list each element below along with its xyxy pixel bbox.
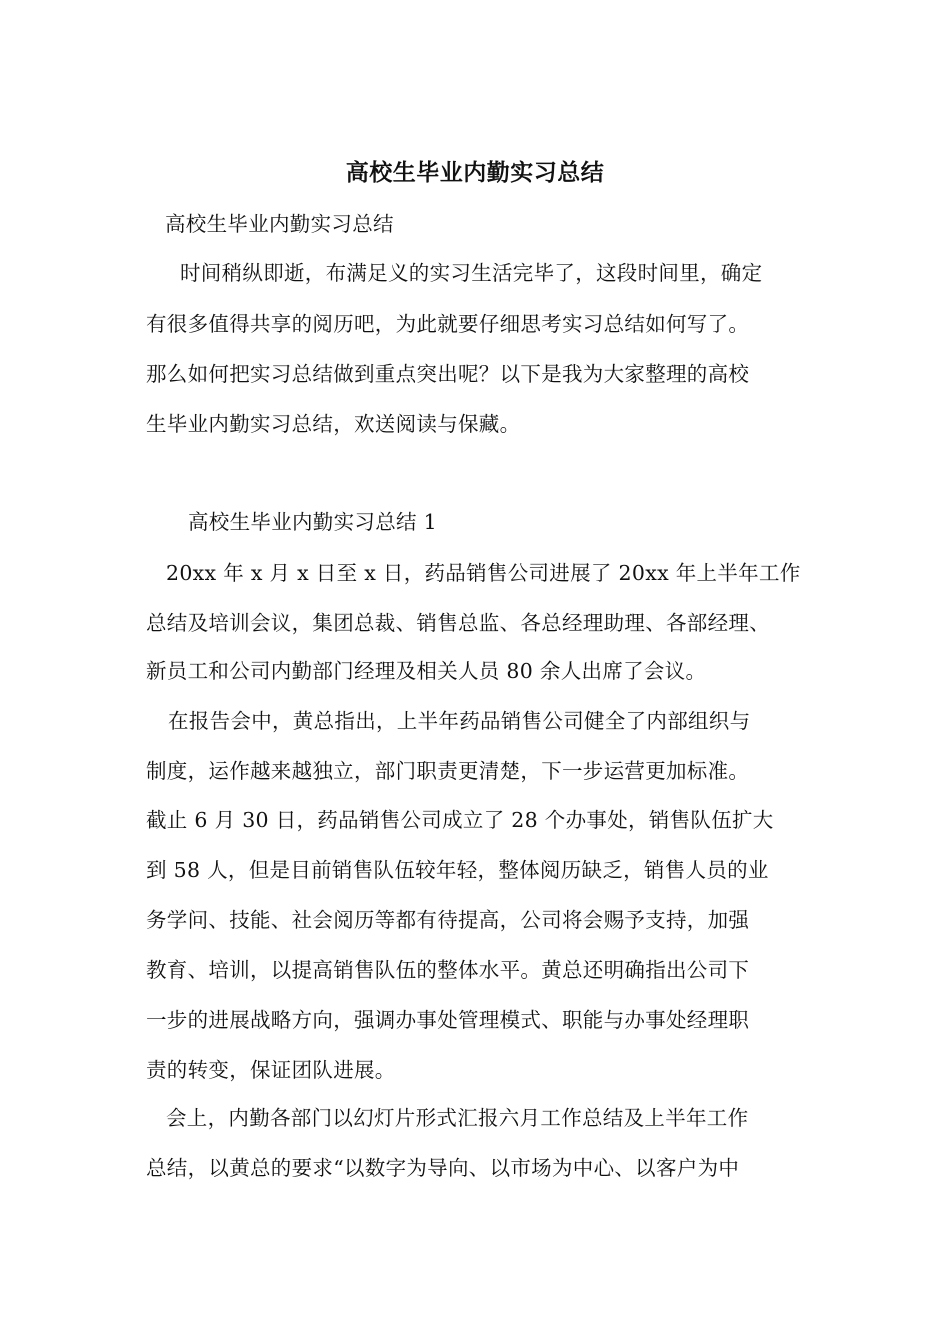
paragraph-line: 生毕业内勤实习总结，欢送阅读与保藏。	[146, 412, 521, 436]
paragraph-line: 新员工和公司内勤部门经理及相关人员 80 余人出席了会议。	[146, 659, 707, 683]
document-title: 高校生毕业内勤实习总结	[345, 159, 605, 186]
paragraph-line: 总结及培训会议，集团总裁、销售总监、各总经理助理、各部经理、	[146, 611, 770, 635]
subtitle-line: 高校生毕业内勤实习总结	[165, 212, 394, 236]
paragraph-line: 会上，内勤各部门以幻灯片形式汇报六月工作总结及上半年工作	[166, 1106, 749, 1130]
paragraph-line: 责的转变，保证团队进展。	[146, 1058, 396, 1082]
paragraph-line: 到 58 人，但是目前销售队伍较年轻，整体阅历缺乏，销售人员的业	[146, 858, 769, 882]
paragraph-line: 一步的进展战略方向，强调办事处管理模式、职能与办事处经理职	[146, 1008, 750, 1032]
paragraph-line: 总结，以黄总的要求“以数字为导向、以市场为中心、以客户为中	[146, 1156, 740, 1180]
paragraph-line: 有很多值得共享的阅历吧，为此就要仔细思考实习总结如何写了。	[146, 312, 750, 336]
paragraph-line: 时间稍纵即逝，布满足义的实习生活完毕了，这段时间里，确定	[180, 261, 763, 285]
section-heading: 高校生毕业内勤实习总结 1	[188, 510, 437, 534]
paragraph-line: 教育、培训，以提高销售队伍的整体水平。黄总还明确指出公司下	[146, 958, 750, 982]
paragraph-line: 那么如何把实习总结做到重点突出呢？以下是我为大家整理的高校	[146, 362, 750, 386]
paragraph-line: 在报告会中，黄总指出，上半年药品销售公司健全了内部组织与	[168, 709, 751, 733]
paragraph-line: 制度，运作越来越独立，部门职责更清楚，下一步运营更加标准。	[146, 759, 750, 783]
paragraph-line: 务学问、技能、社会阅历等都有待提高，公司将会赐予支持，加强	[146, 908, 750, 932]
paragraph-line: 20xx 年 x 月 x 日至 x 日，药品销售公司进展了 20xx 年上半年工作	[166, 561, 801, 585]
paragraph-line: 截止 6 月 30 日，药品销售公司成立了 28 个办事处，销售队伍扩大	[146, 808, 774, 832]
